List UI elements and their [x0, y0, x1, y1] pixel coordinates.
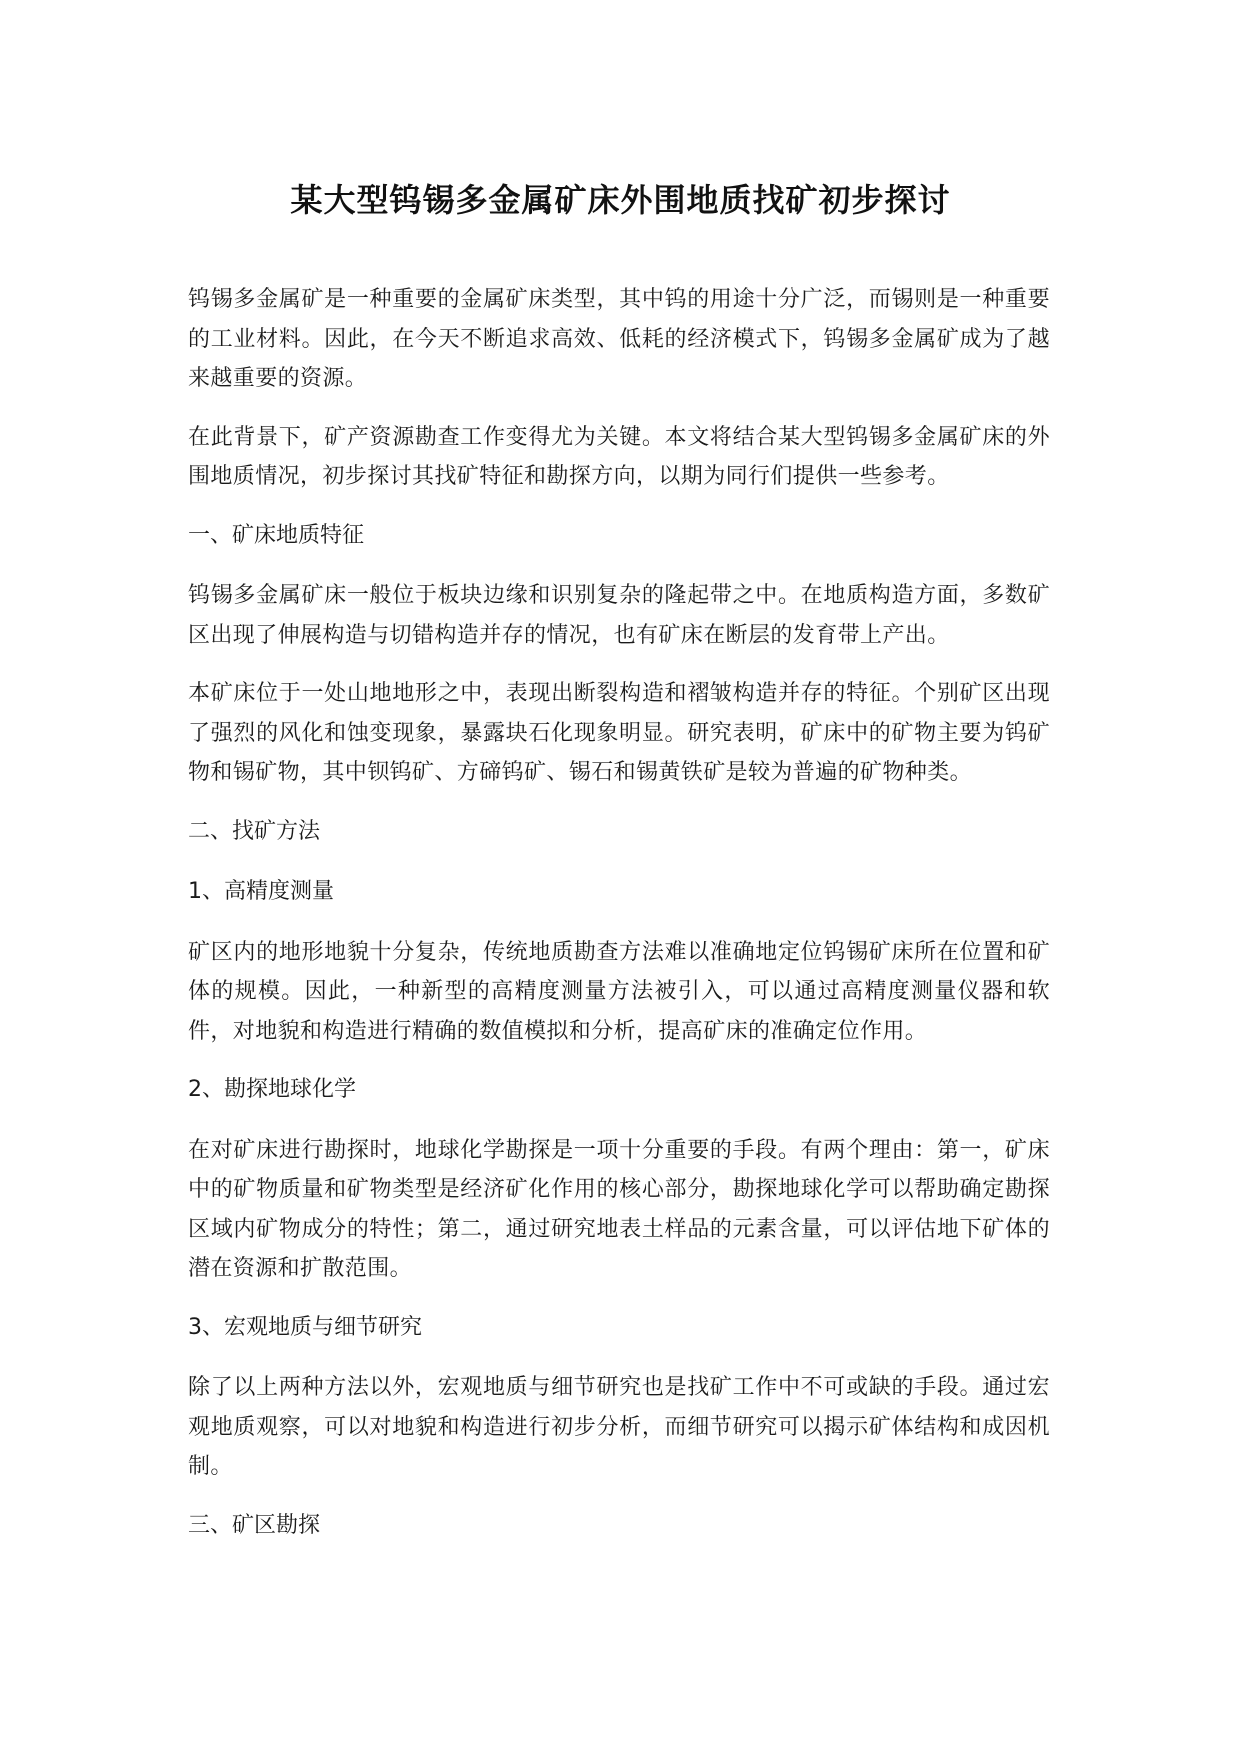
section-1-heading: 一、矿床地质特征	[188, 522, 365, 548]
subsection-3-paragraph: 除了以上两种方法以外，宏观地质与细节研究也是找矿工作中不可或缺的手段。通过宏观地质观察，可以对地貌和构造进行初步分析，而细节研究可以揭示矿体结构和成因机制。	[188, 1375, 1050, 1479]
subsection-1-heading: 1、高精度测量	[188, 879, 334, 904]
section-1-paragraph-2: 本矿床位于一处山地地形之中，表现出断裂构造和褶皱构造并存的特征。个别矿区出现了强烈的风化和蚀变现象，暴露块石化现象明显。研究表明，矿床中的矿物主要为钨矿物和锡矿物，其中钡钨矿、方碲钨矿、锡石和锡黄铁矿是较为普遍的矿物种类。	[188, 681, 1050, 785]
subsection-1-paragraph: 矿区内的地形地貌十分复杂，传统地质勘查方法难以准确地定位钨锡矿床所在位置和矿体的规模。因此，一种新型的高精度测量方法被引入，可以通过高精度测量仪器和软件，对地貌和构造进行精确的数值模拟和分析，提高矿床的准确定位作用。	[188, 939, 1050, 1044]
subsection-3-heading: 3、宏观地质与细节研究	[188, 1314, 422, 1340]
section-3-heading: 三、矿区勘探	[188, 1512, 321, 1538]
intro-paragraph-2: 在此背景下，矿产资源勘查工作变得尤为关键。本文将结合某大型钨锡多金属矿床的外围地质情况，初步探讨其找矿特征和勘探方向，以期为同行们提供一些参考。	[188, 424, 1050, 489]
subsection-2-paragraph: 在对矿床进行勘探时，地球化学勘探是一项十分重要的手段。有两个理由：第一，矿床中的矿物质量和矿物类型是经济矿化作用的核心部分，勘探地球化学可以帮助确定勘探区域内矿物成分的特性；第二，通过研究地表土样品的元素含量，可以评估地下矿体的潜在资源和扩散范围。	[188, 1137, 1050, 1281]
section-1-paragraph-1: 钨锡多金属矿床一般位于板块边缘和识别复杂的隆起带之中。在地质构造方面，多数矿区出现了伸展构造与切错构造并存的情况，也有矿床在断层的发育带上产出。	[188, 583, 1050, 648]
document-body	[188, 280, 1050, 1566]
subsection-2-heading: 2、勘探地球化学	[188, 1077, 356, 1102]
section-2-heading: 二、找矿方法	[188, 818, 321, 844]
document-title: 某大型钨锡多金属矿床外围地质找矿初步探讨	[290, 181, 951, 219]
intro-paragraph-1: 钨锡多金属矿是一种重要的金属矿床类型，其中钨的用途十分广泛，而锡则是一种重要的工业材料。因此，在今天不断追求高效、低耗的经济模式下，钨锡多金属矿成为了越来越重要的资源。	[188, 287, 1050, 391]
